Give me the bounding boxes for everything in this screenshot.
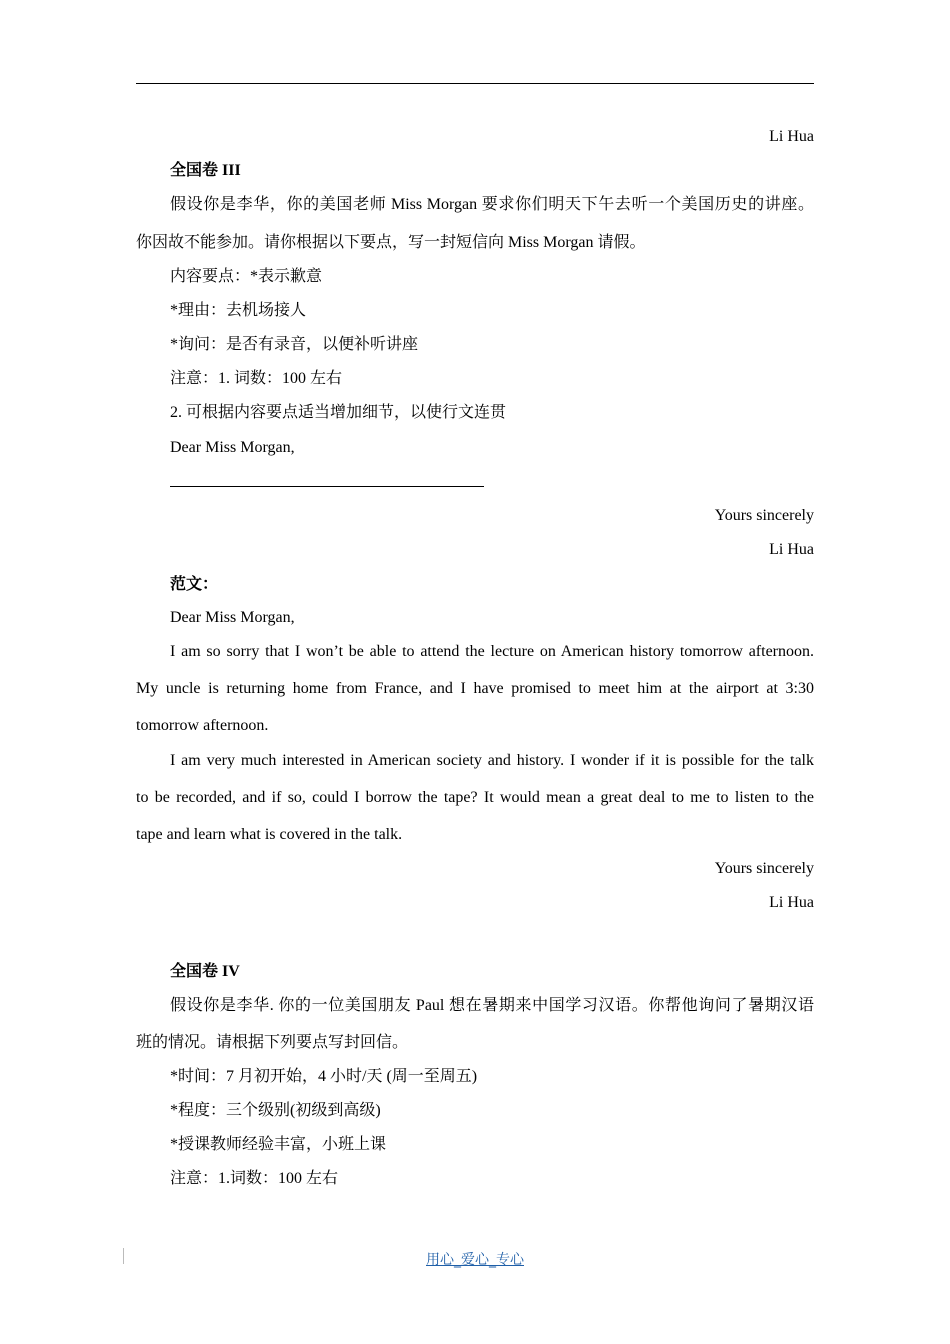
section3-note1: 注意：1. 词数：100 左右 (170, 370, 343, 387)
sample-p2-line1: I am very much interested in American society and history. I wonder if it is possible for the talk (170, 752, 814, 769)
header-rule (136, 83, 814, 84)
sample-salutation: Dear Miss Morgan, (170, 609, 295, 626)
section4-prompt-line2: 班的情况。请根据下列要点写封回信。 (136, 1034, 409, 1051)
section4-point-time: *时间：7 月初开始，4 小时/天 (周一至周五) (170, 1068, 478, 1085)
section3-points-label: 内容要点：*表示歉意 (170, 268, 323, 285)
section3-prompt-line2: 你因故不能参加。请你根据以下要点，写一封短信向 Miss Morgan 请假。 (136, 234, 646, 251)
section3-prompt-line1: 假设你是李华，你的美国老师 Miss Morgan 要求你们明天下午去听一个美国历史的讲座。 (170, 196, 814, 213)
sample-signature: Li Hua (769, 894, 814, 911)
sample-p1-line3: tomorrow afternoon. (136, 717, 269, 734)
section3-salutation: Dear Miss Morgan, (170, 439, 295, 456)
section4-heading: 全国卷 IV (170, 963, 240, 980)
section3-heading: 全国卷 III (170, 162, 241, 179)
section3-point-reason: *理由：去机场接人 (170, 302, 307, 319)
footer-link[interactable]: 用心_爱心_专心 (426, 1252, 524, 1268)
sample-p2-line3: tape and learn what is covered in the talk. (136, 826, 403, 843)
answer-blank-line (170, 486, 484, 487)
sample-p2-line2: to be recorded, and if so, could I borrow the tape? It would mean a great deal to me to listen to the (136, 789, 814, 806)
section3-point-ask: *询问：是否有录音，以便补听讲座 (170, 336, 419, 353)
signature-top: Li Hua (769, 128, 814, 145)
sample-p1-line2: My uncle is returning home from France, and I have promised to meet him at the airport at 3:30 (136, 680, 814, 697)
section4-point-level: *程度：三个级别(初级到高级) (170, 1102, 381, 1119)
section3-closing: Yours sincerely (714, 507, 814, 524)
section4-prompt-line1: 假设你是李华. 你的一位美国朋友 Paul 想在暑期来中国学习汉语。你帮他询问了暑期汉语 (170, 997, 814, 1014)
section4-note1: 注意：1.词数：100 左右 (170, 1170, 339, 1187)
section3-note2: 2. 可根据内容要点适当增加细节，以使行文连贯 (170, 404, 507, 421)
sample-heading: 范文： (170, 576, 219, 593)
section3-signature: Li Hua (769, 541, 814, 558)
sample-closing: Yours sincerely (714, 860, 814, 877)
section4-point-teacher: *授课教师经验丰富，小班上课 (170, 1136, 387, 1153)
sample-p1-line1: I am so sorry that I won’t be able to attend the lecture on American history tomorrow afternoon. (170, 643, 814, 660)
